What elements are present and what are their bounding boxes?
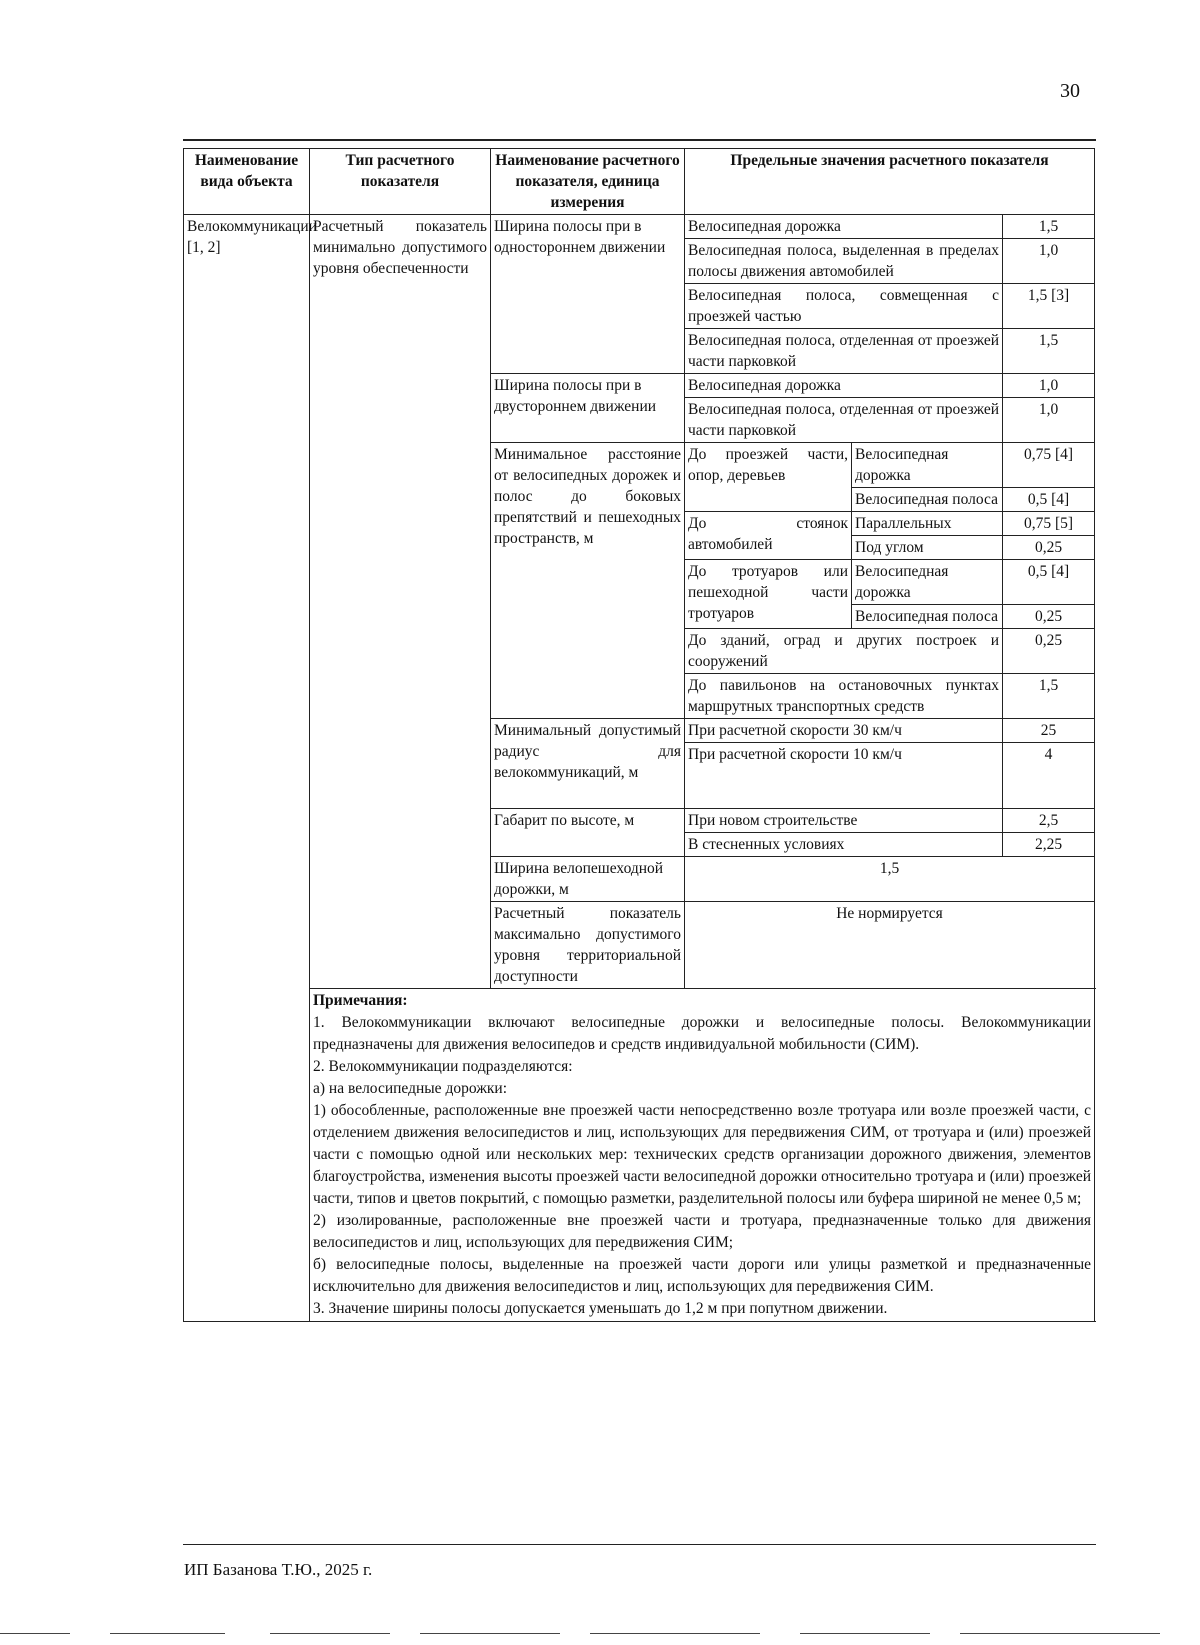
scan-artifact-line <box>420 1633 560 1634</box>
scan-artifact-line <box>800 1633 930 1634</box>
row-label: Велосипедная полоса, выделенная в пределах полосы движения автомобилей <box>685 239 1003 284</box>
scan-artifact-line <box>960 1633 1160 1634</box>
indicator-height: Габарит по высоте, м <box>491 809 685 857</box>
indicator-type-max: Расчетный показатель максимально допустимого уровня территориальной доступности <box>491 902 685 989</box>
notes-heading: Примечания: <box>313 992 408 1009</box>
table-row <box>184 215 1095 239</box>
row-label: Велосипедная дорожка <box>852 560 1003 605</box>
row-value: 25 <box>1003 719 1095 743</box>
indicator-min-distance: Минимальное расстояние от велосипедных дорожек и полос до боковых препятствий и пешеходных пространств, м <box>491 443 685 719</box>
note-line: б) велосипедные полосы, выделенные на проезжей части дороги или улицы разметкой и предназначенные исключительно для движения велосипедистов и лиц, использующих для передвижения СИМ. <box>313 1256 1092 1295</box>
row-label: Велосипедная дорожка <box>685 374 1003 398</box>
indicator-min-radius: Минимальный допустимый радиус для велокоммуникаций, м <box>491 719 685 809</box>
row-value: 0,5 [4] <box>1003 488 1095 512</box>
indicator-one-way-width: Ширина полосы при в одностороннем движении <box>491 215 685 374</box>
table-header-row <box>184 149 1095 215</box>
row-value: 0,75 [5] <box>1003 512 1095 536</box>
row-label: При расчетной скорости 30 км/ч <box>685 719 1003 743</box>
row-label: Велосипедная полоса, отделенная от проезжей части парковкой <box>685 329 1003 374</box>
row-value: 1,0 <box>1003 374 1095 398</box>
row-label: До павильонов на остановочных пунктах маршрутных транспортных средств <box>685 674 1003 719</box>
row-value: 1,5 <box>1003 215 1095 239</box>
note-line: 2) изолированные, расположенные вне проезжей части и тротуара, предназначенные только для движения велосипедистов и лиц, использующих для передвижения СИМ; <box>313 1212 1092 1251</box>
row-value: 0,25 <box>1003 605 1095 629</box>
row-label: В стесненных условиях <box>685 833 1003 857</box>
object-type-cell: Велокоммуникации [1, 2] <box>184 215 310 1322</box>
row-value: 1,0 <box>1003 398 1095 443</box>
sub-sidewalk: До тротуаров или пешеходной части тротуаров <box>685 560 852 629</box>
scan-artifact-line <box>590 1633 760 1634</box>
row-label: До зданий, оград и других построек и сооружений <box>685 629 1003 674</box>
row-value: 1,5 <box>685 857 1095 902</box>
header-indicator-name: Наименование расчетного показателя, единица измерения <box>491 149 685 215</box>
row-label: При расчетной скорости 10 км/ч <box>685 743 1003 809</box>
note-line: 3. Значение ширины полосы допускается уменьшать до 1,2 м при попутном движении. <box>313 1300 888 1317</box>
footer: ИП Базанова Т.Ю., 2025 г. <box>184 1560 373 1579</box>
standards-table <box>183 148 1095 1322</box>
row-label: При новом строительстве <box>685 809 1003 833</box>
sub-parking: До стоянок автомобилей <box>685 512 852 560</box>
notes <box>310 989 1095 1322</box>
row-value: 1,5 [3] <box>1003 284 1095 329</box>
row-value: 0,5 [4] <box>1003 560 1095 605</box>
header-object-type: Наименование вида объекта <box>184 149 310 215</box>
scan-artifact-line <box>0 1633 70 1634</box>
row-label: Велосипедная дорожка <box>685 215 1003 239</box>
scan-artifact-line <box>110 1633 225 1634</box>
header-limit-values: Предельные значения расчетного показателя <box>685 149 1095 215</box>
indicator-two-way-width: Ширина полосы при в двустороннем движении <box>491 374 685 443</box>
indicator-type-min: Расчетный показатель минимально допустимого уровня обеспеченности <box>310 215 491 989</box>
row-label: Велосипедная полоса <box>852 488 1003 512</box>
row-value: 2,25 <box>1003 833 1095 857</box>
bottom-rule <box>183 1544 1096 1545</box>
scan-artifact-line <box>270 1633 390 1634</box>
row-label: Велосипедная полоса, совмещенная с проезжей частью <box>685 284 1003 329</box>
row-value: 0,25 <box>1003 536 1095 560</box>
row-value: 1,5 <box>1003 329 1095 374</box>
row-value: 4 <box>1003 743 1095 809</box>
sub-roadway: До проезжей части, опор, деревьев <box>685 443 852 512</box>
not-normalized: Не нормируется <box>685 902 1095 989</box>
note-line: а) на велосипедные дорожки: <box>313 1080 508 1097</box>
page-number: 30 <box>1060 80 1080 102</box>
row-label: Параллельных <box>852 512 1003 536</box>
row-value: 0,25 <box>1003 629 1095 674</box>
row-label: Велосипедная полоса, отделенная от проезжей части парковкой <box>685 398 1003 443</box>
notes-row <box>184 989 1095 1322</box>
note-line: 1) обособленные, расположенные вне проезжей части непосредственно возле тротуара или возле проезжей части, с отделением движения велосипедистов и лиц, использующих для передвижения СИМ, от тротуара и (или) проезжей части с помощью одной или нескольких мер: технических средств организации дорожного движения, элементов благоустройства, изменения высоты проезжей части велосипедной дорожки относительно тротуара и (или) проезжей части, типов и цветов покрытий, с помощью разметки, разделительной полосы или буфера шириной не менее 0,5 м; <box>313 1102 1092 1207</box>
row-value: 0,75 [4] <box>1003 443 1095 488</box>
row-value: 1,5 <box>1003 674 1095 719</box>
row-label: Велосипедная дорожка <box>852 443 1003 488</box>
row-value: 2,5 <box>1003 809 1095 833</box>
indicator-shared-path: Ширина велопешеходной дорожки, м <box>491 857 685 902</box>
note-line: 1. Велокоммуникации включают велосипедные дорожки и велосипедные полосы. Велокоммуникации предназначены для движения велосипедов и средств индивидуальной мобильности (СИМ). <box>313 1014 1092 1053</box>
row-label: Велосипедная полоса <box>852 605 1003 629</box>
top-rule <box>183 139 1096 141</box>
row-label: Под углом <box>852 536 1003 560</box>
header-indicator-type: Тип расчетного показателя <box>310 149 491 215</box>
note-line: 2. Велокоммуникации подразделяются: <box>313 1058 573 1075</box>
row-value: 1,0 <box>1003 239 1095 284</box>
